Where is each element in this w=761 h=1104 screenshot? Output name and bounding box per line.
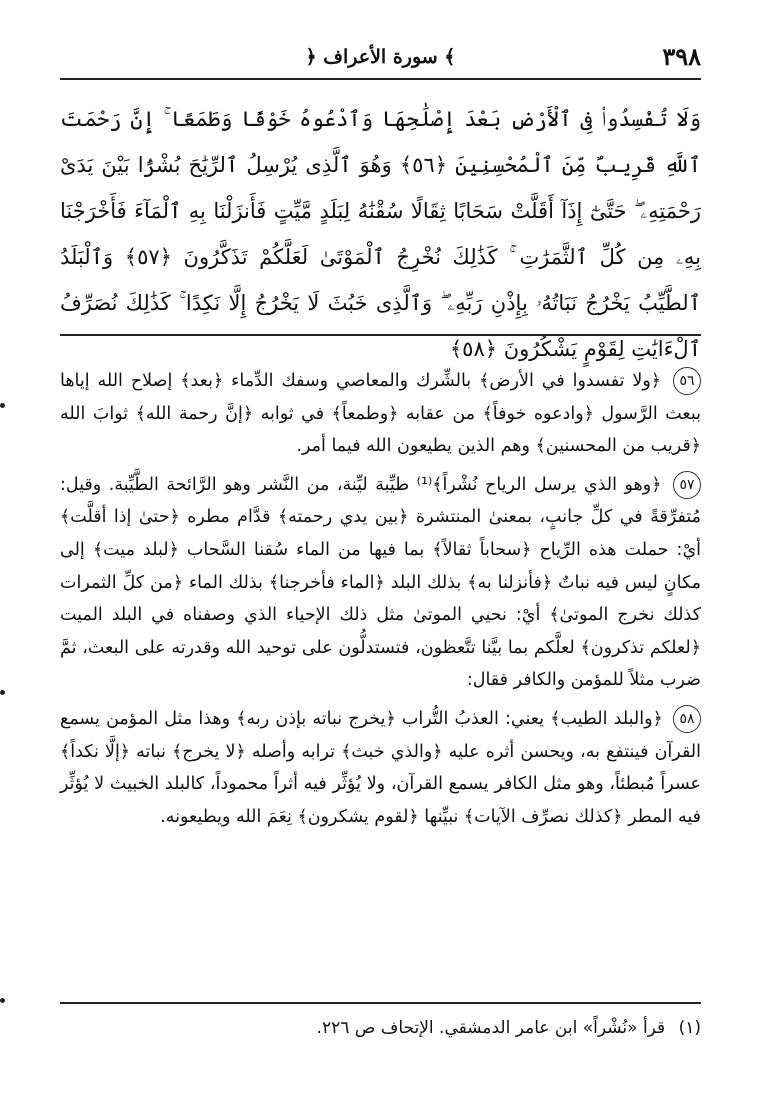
surah-title: ﴿ سورة الأعراف ﴾ bbox=[305, 46, 456, 68]
margin-mark bbox=[0, 403, 5, 408]
page-number: ٣٩٨ bbox=[662, 42, 701, 71]
footnote-text: قرأ «نُشْراً» ابن عامر الدمشقي. الإتحاف ص ٢٢٦. bbox=[316, 1018, 666, 1038]
commentary-text: ﴿ولا تفسدوا في الأرض﴾ بالشِّرك والمعاصي وسفك الدِّماء ﴿بعد﴾ إصلاح الله إياها ببعث الرَّسول ﴿وادعوه خوفاً﴾ من عقابه ﴿وطمعاً﴾ في ثوابه ﴿إنَّ رحمة الله﴾ ثوابَ الله ﴿قريب من المحسنين﴾ وهم الذين يطيعون الله فيما أمر. bbox=[60, 371, 701, 457]
commentary-paragraph bbox=[60, 365, 701, 463]
verse-number-badge: ٥٨ bbox=[673, 705, 701, 733]
commentary-text: ﴿وهو الذي يرسل الرياح نُشْراً﴾⁽¹⁾ طيِّبة ليِّنة، من النَّشر وهو الرَّائحة الطَّيِّبة. وقيل: مُتفرِّقةً في كلِّ جانبٍ، بمعنىٰ المنتشرة ﴿بين يدي رحمته﴾ قدَّام مطره ﴿حتىٰ إذا أقلَّت﴾ أيْ: حملت هذه الرِّياح ﴿سحاباً ثقالاً﴾ بما فيها من الماء سُقنا السَّحاب ﴿لبلد ميت﴾ إلى مكانٍ ليس فيه نباتٌ ﴿فأنزلنا به﴾ بذلك البلد ﴿الماء فأخرجنا﴾ بذلك الماء ﴿من كلِّ الثمرات كذلك نخرج الموتىٰ﴾ أيْ: نحيي الموتىٰ مثل ذلك الإحياء الذي وصفناه في البلد الميت ﴿لعلكم تذكرون﴾ لعلَّكم بما بيَّنا تتَّعظون، فتستدلُّون على توحيد الله وقدرته على البعث، ثمَّ ضرب مثلاً للمؤمن والكافر فقال: bbox=[60, 474, 701, 691]
commentary-paragraph bbox=[60, 469, 701, 697]
page-header bbox=[60, 38, 701, 80]
quran-divider bbox=[60, 334, 701, 336]
verse-number-badge: ٥٦ bbox=[673, 367, 701, 395]
verse-number-badge: ٥٧ bbox=[673, 471, 701, 499]
footnote-number: (١) bbox=[678, 1018, 701, 1038]
quran-text: وَلَا تُفْسِدُوا۟ فِى ٱلْأَرْضِ بَعْدَ إِصْلَٰحِهَا وَٱدْعُوهُ خَوْفًا وَطَمَعًا ۚ إِنَّ رَحْمَتَ ٱللَّهِ قَرِيبٌ مِّنَ ٱلْمُحْسِنِينَ ﴿٥٦﴾ وَهُوَ ٱلَّذِى يُرْسِلُ ٱلرِّيَٰحَ بُشْرًۢا بَيْنَ يَدَىْ رَحْمَتِهِۦ ۖ حَتَّىٰٓ إِذَآ أَقَلَّتْ سَحَابًا ثِقَالًا سُقْنَٰهُ لِبَلَدٍ مَّيِّتٍ فَأَنزَلْنَا بِهِ ٱلْمَآءَ فَأَخْرَجْنَا بِهِۦ مِن كُلِّ ٱلثَّمَرَٰتِ ۚ كَذَٰلِكَ نُخْرِجُ ٱلْمَوْتَىٰ لَعَلَّكُمْ تَذَكَّرُونَ ﴿٥٧﴾ وَٱلْبَلَدُ ٱلطَّيِّبُ يَخْرُجُ نَبَاتُهُۥ بِإِذْنِ رَبِّهِۦ ۖ وَٱلَّذِى خَبُثَ لَا يَخْرُجُ إِلَّا نَكِدًا ۚ كَذَٰلِكَ نُصَرِّفُ ٱلْءَايَٰتِ لِقَوْمٍ يَشْكُرُونَ ﴿٥٨﴾ bbox=[60, 107, 701, 361]
commentary-paragraph bbox=[60, 703, 701, 833]
footnote bbox=[60, 1018, 701, 1038]
margin-mark bbox=[0, 998, 5, 1003]
margin-mark bbox=[0, 690, 5, 695]
footnote-divider bbox=[60, 1002, 701, 1004]
commentary bbox=[60, 365, 701, 839]
commentary-text: ﴿والبلد الطيب﴾ يعني: العذبُ التُّراب ﴿يخرج نباته بإذن ربه﴾ وهذا مثل المؤمن يسمع القرآن فينتفع به، ويحسن أثره عليه ﴿والذي خبث﴾ ترابه وأصله ﴿لا يخرج﴾ نباته ﴿إلَّا نكداً﴾ عسراً مُبطئاً، وهو مثل الكافر يسمع القرآن، ولا يُؤثِّر فيه أثراً محموداً، كالبلد الخبيث لا يُؤثِّر فيه المطر ﴿كذلك نصرِّف الآيات﴾ نبيِّنها ﴿لقوم يشكرون﴾ نِعَمَ الله ويطيعونه. bbox=[60, 708, 701, 827]
